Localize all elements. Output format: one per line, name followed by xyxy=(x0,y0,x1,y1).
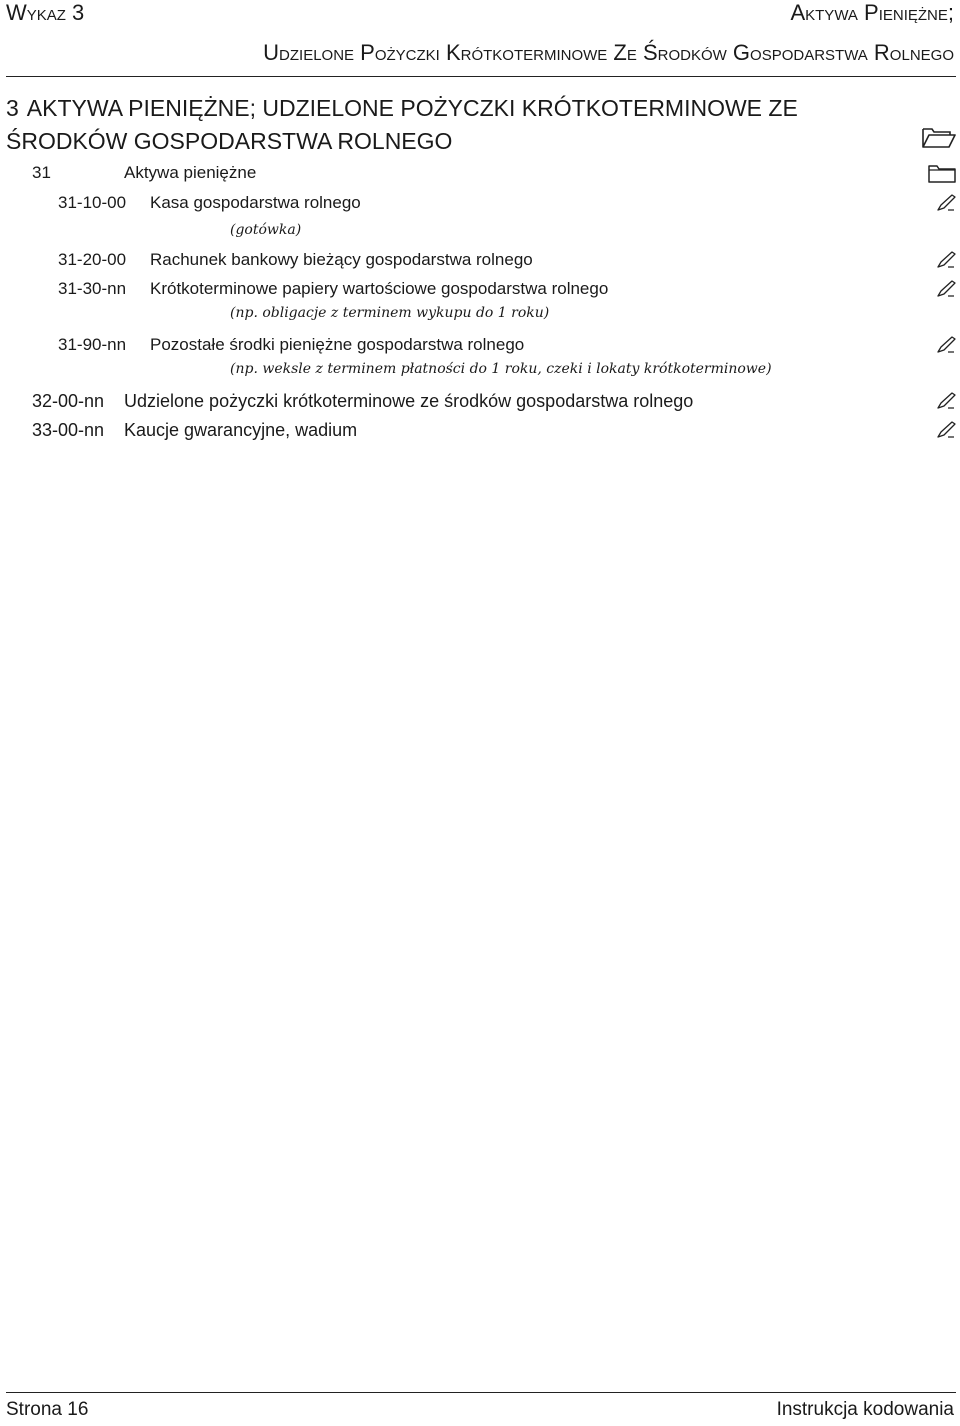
header-right-title: Aktywa Pieniężne; xyxy=(790,0,954,25)
item-note: (np. weksle z terminem płatności do 1 roku, czeki i lokaty krótkoterminowe) xyxy=(230,361,772,377)
pen-icon xyxy=(936,251,956,269)
item-label: Krótkoterminowe papiery wartościowe gospodarstwa rolnego xyxy=(150,279,609,298)
item-code: 31-90-nn xyxy=(58,335,127,354)
pen-icon xyxy=(936,336,956,354)
header-left-title: Wykaz 3 xyxy=(6,0,85,25)
page-number: Strona 16 xyxy=(6,1399,89,1420)
item-code: 31-30-nn xyxy=(58,279,127,298)
item-note: (np. obligacje z terminem wykupu do 1 roku) xyxy=(230,305,550,321)
folder-open-icon xyxy=(922,126,956,153)
item-code: 33-00-nn xyxy=(32,420,105,440)
pen-icon xyxy=(936,194,956,212)
section-number: 3 xyxy=(6,95,19,121)
pen-icon xyxy=(936,392,956,410)
item-label: Kaucje gwarancyjne, wadium xyxy=(124,420,358,440)
section-title: AKTYWA PIENIĘŻNE; UDZIELONE POŻYCZKI KRÓTKOTERMINOWE ZE ŚRODKÓW GOSPODARSTWA ROLNEGO xyxy=(6,95,798,154)
document-name: Instrukcja kodowania xyxy=(776,1399,954,1420)
footer-divider xyxy=(6,1392,956,1393)
pen-icon xyxy=(936,421,956,439)
item-code: 32-00-nn xyxy=(32,391,105,411)
item-note: (gotówka) xyxy=(230,222,302,238)
header-divider xyxy=(6,76,956,77)
group-code: 31 xyxy=(32,163,51,182)
item-code: 31-20-00 xyxy=(58,250,127,269)
item-label: Rachunek bankowy bieżący gospodarstwa rolnego xyxy=(150,250,533,269)
header-subtitle: Udzielone Pożyczki Krótkoterminowe Ze Środków Gospodarstwa Rolnego xyxy=(263,40,954,65)
item-label: Kasa gospodarstwa rolnego xyxy=(150,193,361,212)
folder-icon xyxy=(928,163,956,188)
item-label: Udzielone pożyczki krótkoterminowe ze środków gospodarstwa rolnego xyxy=(124,391,694,411)
item-label: Pozostałe środki pieniężne gospodarstwa rolnego xyxy=(150,335,525,354)
group-label: Aktywa pieniężne xyxy=(124,163,257,182)
item-code: 31-10-00 xyxy=(58,193,127,212)
pen-icon xyxy=(936,280,956,298)
section-heading xyxy=(6,92,906,158)
